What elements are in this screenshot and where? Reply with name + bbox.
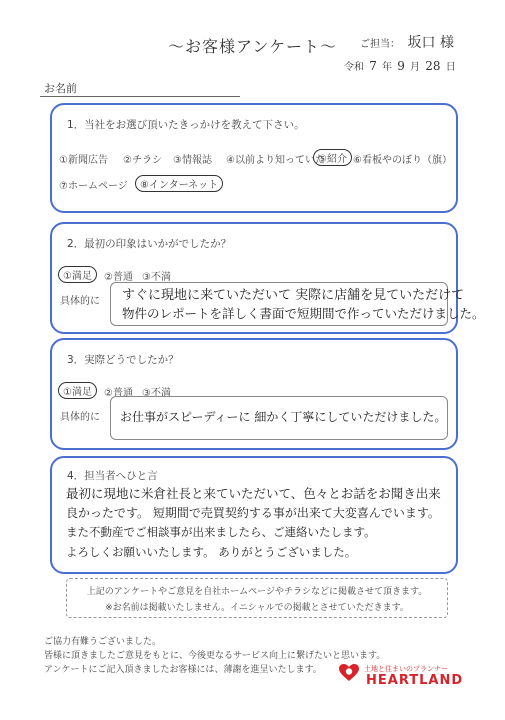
q2-option-normal: ②普通 (104, 272, 133, 283)
date-year: 7 (369, 59, 377, 73)
logo-name: HEARTLAND (366, 673, 464, 688)
year-unit: 年 (382, 62, 393, 73)
question-1-section (50, 103, 458, 213)
question-2-section (50, 222, 485, 334)
q3-detail-label: 具体的に (60, 412, 100, 423)
name-field-line (40, 96, 240, 97)
name-label: お名前 (44, 82, 77, 95)
q1-option-internet: ⑧インターネット (135, 175, 223, 192)
q4-answer-line-2: 良かったです。 短期間で売買契約する事が出来て大変喜んでいます。 (66, 506, 440, 520)
q3-option-dissatisfied: ③不満 (142, 388, 171, 399)
q1-option-magazine: ③情報誌 (173, 155, 212, 166)
publication-notice (66, 578, 448, 618)
question-1-title: 1．当社をお選び頂いたきっかけを教えて下さい。 (67, 119, 305, 131)
question-2-title: 2．最初の印象はいかがでしたか？ (67, 238, 232, 250)
q3-option-satisfied: ①満足 (58, 382, 97, 399)
q3-answer-line-1: お仕事がスピーディーに 細かく丁寧にしていただけました。 (120, 410, 447, 424)
q3-option-normal: ②普通 (104, 388, 133, 399)
date-field (344, 58, 456, 73)
q2-answer-line-2: 物件のレポートを詳しく書面で短期間で作っていただけました。 (122, 306, 485, 321)
notice-line-1: 上記のアンケートやご意見を自社ホームページやチラシなどに掲載させて頂きます。 (86, 587, 428, 597)
staff-name: 坂口 様 (407, 35, 454, 51)
month-unit: 月 (410, 62, 421, 73)
date-day: 28 (425, 59, 441, 73)
q2-detail-label: 具体的に (60, 296, 100, 307)
footer-thanks: ご協力有難うございました。 (44, 637, 162, 647)
q1-option-known-before: ④以前より知っていた (226, 155, 325, 166)
q2-answer-line-1: すぐに現地に来ていただいて 実際に店舗を見ていただけて (122, 288, 465, 303)
heartland-heart-icon (339, 664, 359, 682)
staff-label: ご担当： (360, 39, 400, 50)
question-4-title: 4．担当者へひと言 (67, 470, 158, 482)
survey-title: ～お客様アンケート～ (167, 37, 338, 56)
q2-option-satisfied: ①満足 (58, 266, 97, 283)
logo-tagline: 土地と住まいのプランナー (364, 665, 448, 673)
q4-answer-line-1: 最初に現地に米倉社長と来ていただいて、色々とお話をお聞き出来 (66, 486, 441, 501)
notice-line-2: ※お名前は掲載いたしません。イニシャルでの掲載とさせていただきます。 (105, 603, 409, 613)
question-3-title: 3．実際どうでしたか？ (67, 354, 179, 366)
day-unit: 日 (445, 62, 456, 73)
question-4-section (50, 456, 458, 574)
q1-option-referral: ⑤紹介 (313, 149, 352, 166)
q1-option-newspaper: ①新聞広告 (59, 155, 108, 166)
staff-field (360, 32, 454, 52)
q1-option-homepage: ⑦ホームページ (59, 181, 128, 192)
question-3-section (50, 338, 458, 450)
era-label: 令和 (344, 62, 364, 73)
q1-option-flyer: ②チラシ (123, 155, 162, 166)
footer-feedback: 皆様に頂きましたご意見をもとに、今後更なるサービス向上に繋げたいと思います。 (44, 651, 386, 661)
footer-gift: アンケートにご記入頂きましたお客様には、薄謝を進呈いたします。 (44, 665, 322, 675)
q2-option-dissatisfied: ③不満 (142, 272, 171, 283)
q1-option-signboard: ⑥看板やのぼり（旗） (353, 155, 452, 166)
q4-answer-line-3: また不動産でご相談事が出来ましたら、ご連絡いたします。 (66, 525, 376, 539)
q4-answer-line-4: よろしくお願いいたします。 ありがとうございました。 (66, 545, 357, 559)
date-month: 9 (397, 59, 405, 73)
